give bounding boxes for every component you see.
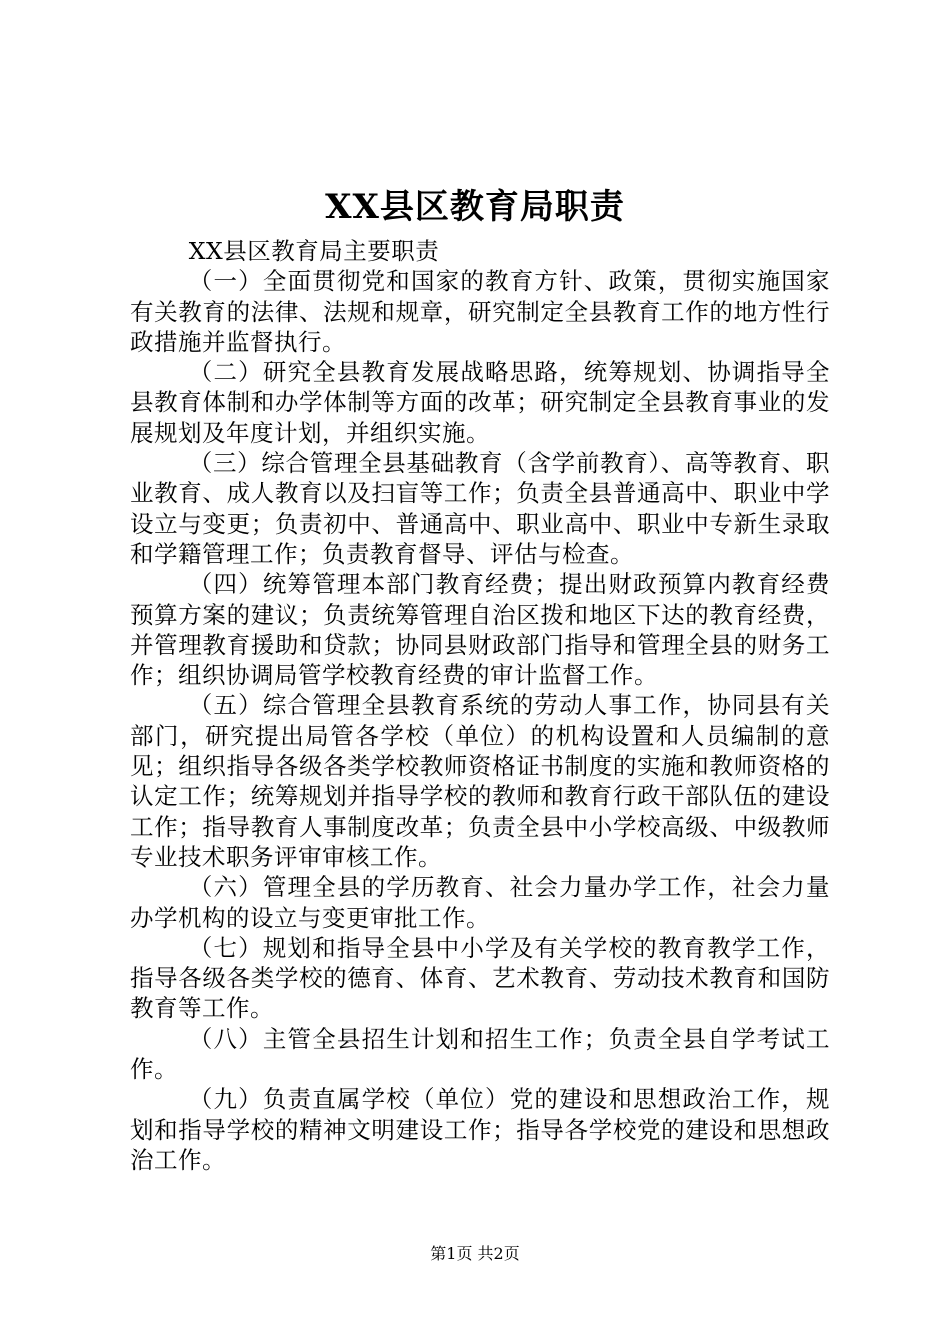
paragraph-item-2: （二）研究全县教育发展战略思路，统筹规划、协调指导全县教育体制和办学体制等方面的改革；研究制定全县教育事业的发展规划及年度计划，并组织实施。 (130, 358, 830, 447)
paragraph-item-5: （五）综合管理全县教育系统的劳动人事工作，协同县有关部门，研究提出局管各学校（单位）的机构设置和人员编制的意见；组织指导各级各类学校教师资格证书制度的实施和教师资格的认定工作；统筹规划并指导学校的教师和教育行政干部队伍的建设工作；指导教育人事制度改革；负责全县中小学校高级、中级教师专业技术职务评审审核工作。 (130, 691, 830, 871)
document-title: XX县区教育局职责 (325, 187, 625, 227)
paragraph-item-4: （四）统筹管理本部门教育经费；提出财政预算内教育经费预算方案的建议；负责统筹管理自治区拨和地区下达的教育经费，并管理教育援助和贷款；协同县财政部门指导和管理全县的财务工作；组织协调局管学校教育经费的审计监督工作。 (130, 570, 830, 690)
paragraph-item-8: （八）主管全县招生计划和招生工作；负责全县自学考试工作。 (130, 1024, 830, 1084)
paragraph-item-3: （三）综合管理全县基础教育（含学前教育）、高等教育、职业教育、成人教育以及扫盲等工作；负责全县普通高中、职业中学设立与变更；负责初中、普通高中、职业高中、职业中专新生录取和学籍管理工作；负责教育督导、评估与检查。 (130, 449, 830, 568)
paragraph-item-1: （一）全面贯彻党和国家的教育方针、政策，贯彻实施国家有关教育的法律、法规和规章，研究制定全县教育工作的地方性行政措施并监督执行。 (130, 267, 830, 356)
document-body (130, 236, 830, 1175)
paragraph-item-7: （七）规划和指导全县中小学及有关学校的教育教学工作，指导各级各类学校的德育、体育、艺术教育、劳动技术教育和国防教育等工作。 (130, 933, 830, 1023)
page-number-footer: 第1页 共2页 (430, 1244, 520, 1263)
paragraph-heading: XX县区教育局主要职责 (188, 237, 440, 265)
paragraph-item-6: （六）管理全县的学历教育、社会力量办学工作，社会力量办学机构的设立与变更审批工作。 (130, 873, 830, 932)
paragraph-item-9: （九）负责直属学校（单位）党的建设和思想政治工作，规划和指导学校的精神文明建设工作；指导各学校党的建设和思想政治工作。 (130, 1085, 830, 1174)
